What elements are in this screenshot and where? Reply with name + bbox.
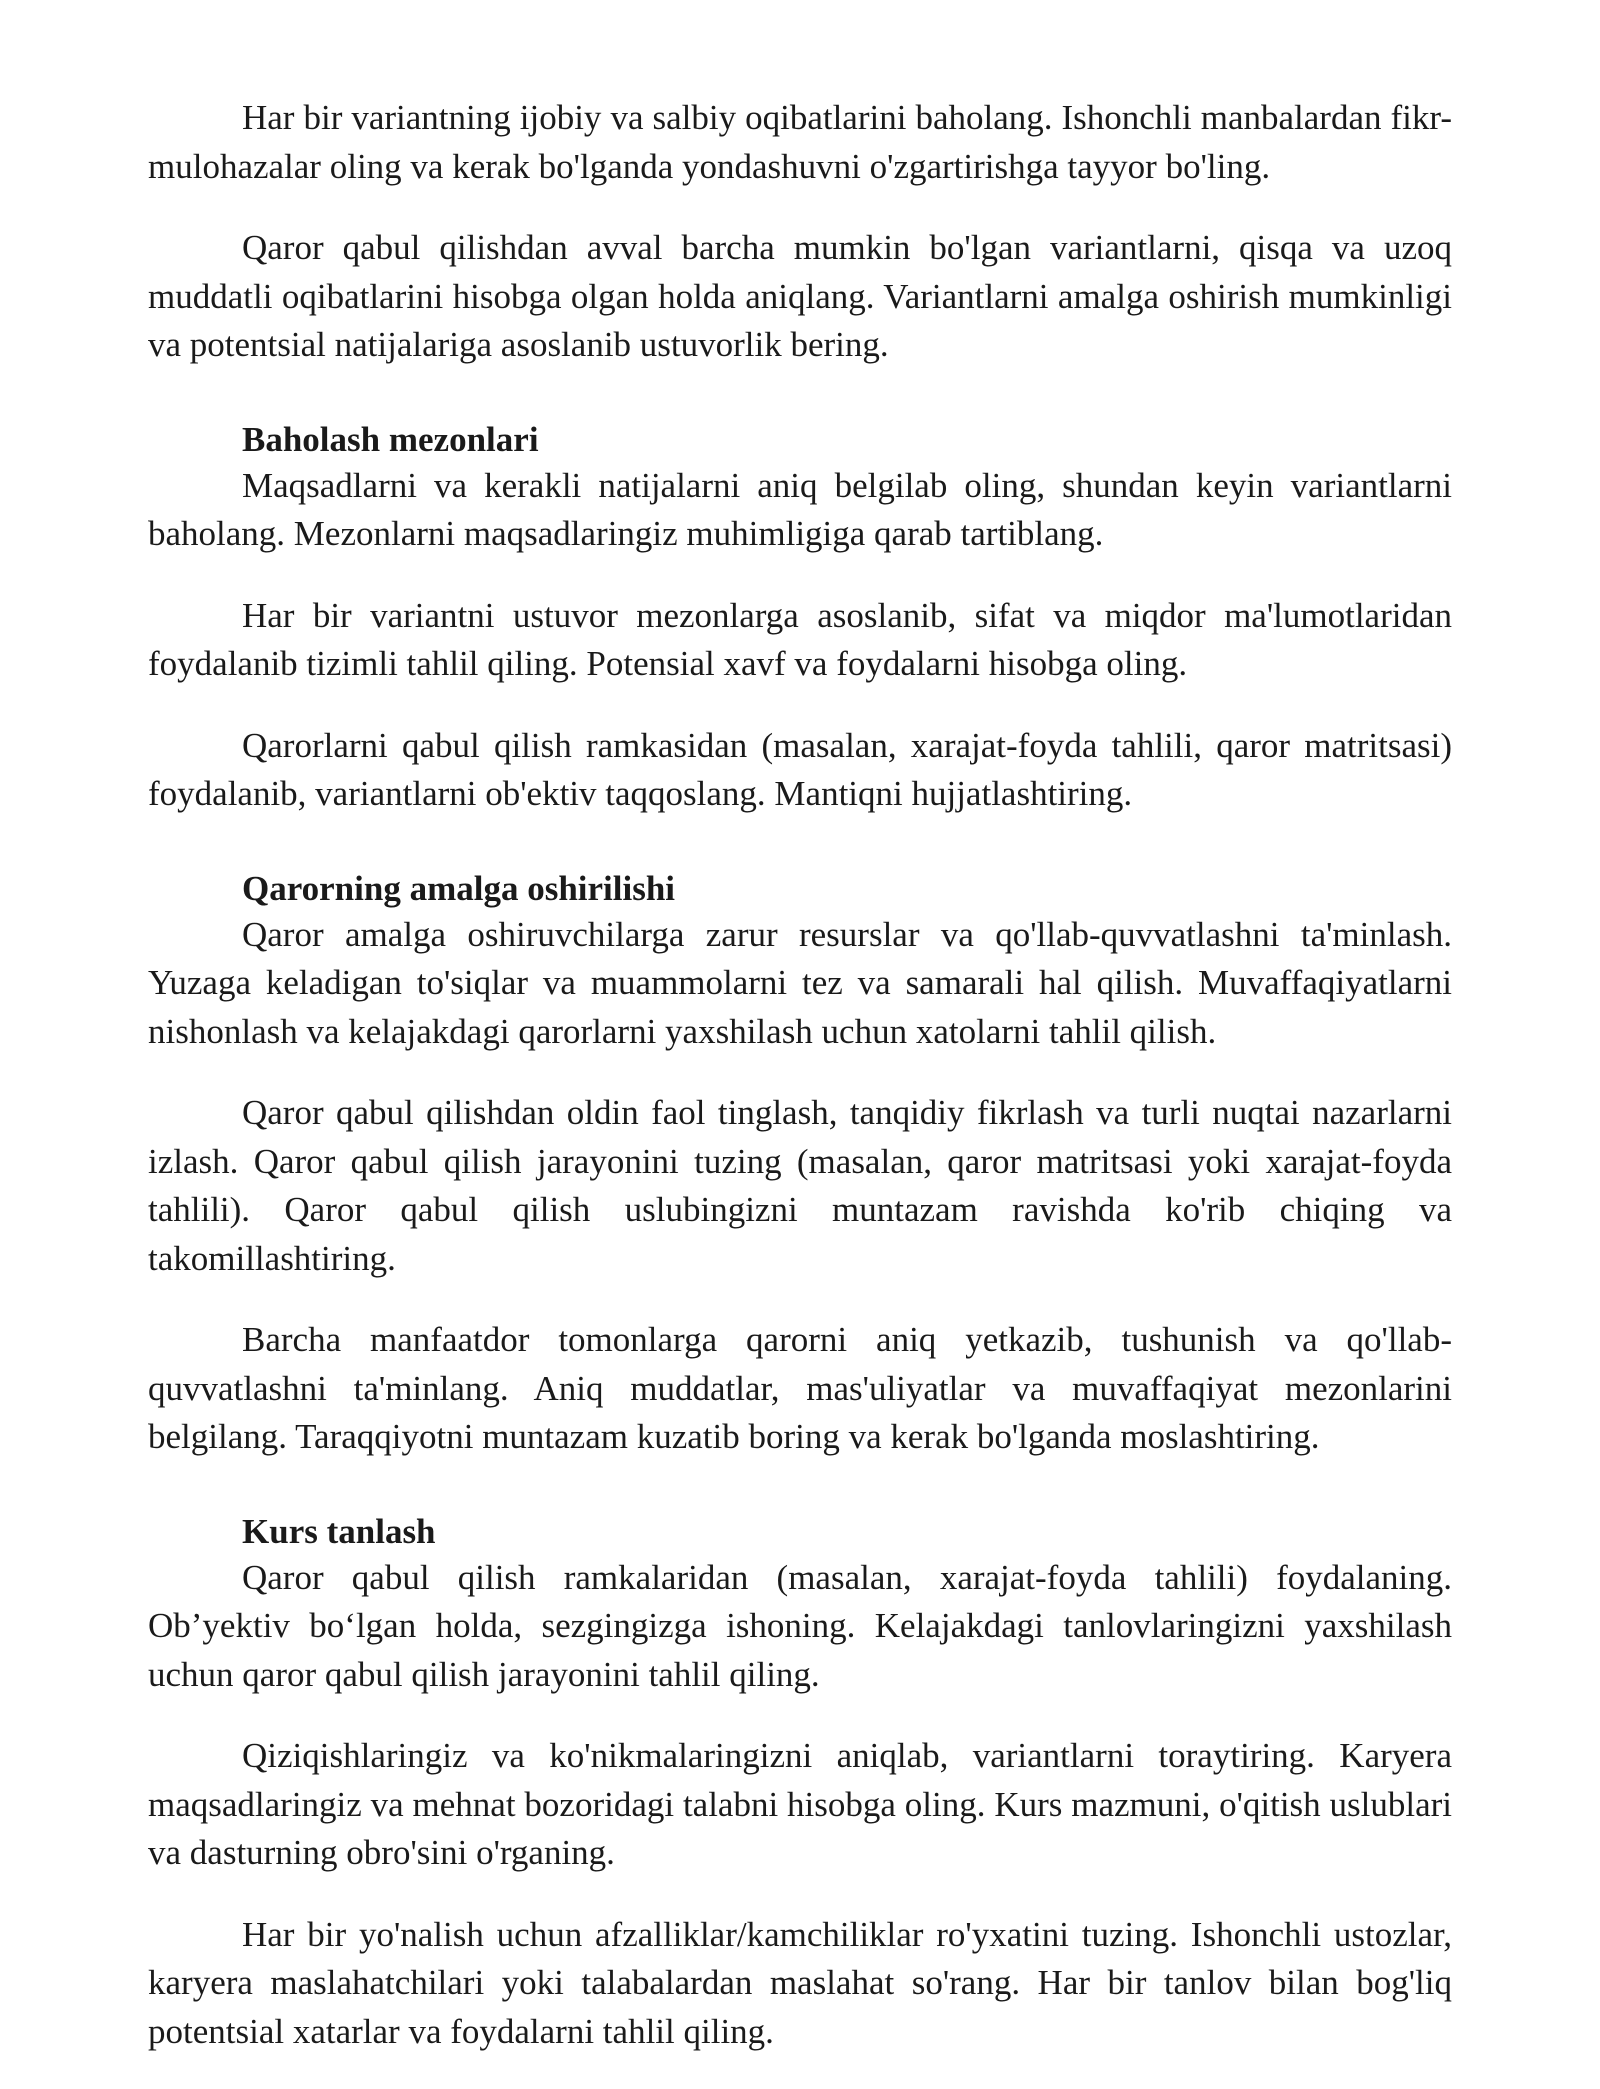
section-1-paragraph-2: Har bir variantni ustuvor mezonlarga asoslanib, sifat va miqdor ma'lumotlaridan foydalanib tizimli tahlil qiling. Potensial xavf va foydalarni hisobga oling.: [148, 595, 1452, 683]
section-heading-kurs-tanlash: Kurs tanlash: [242, 1511, 436, 1551]
intro-paragraph-1: Har bir variantning ijobiy va salbiy oqibatlarini baholang. Ishonchli manbalardan fikr-mulohazalar oling va kerak bo'lganda yondashuvni o'zgartirishga tayyor bo'ling.: [148, 98, 1452, 186]
section-2-paragraph-3: Barcha manfaatdor tomonlarga qarorni aniq yetkazib, tushunish va qo'llab-quvvatlashni ta'minlang. Aniq muddatlar, mas'uliyatlar va muvaffaqiyat mezonlarini belgilang. Taraqqiyotni muntazam kuzatib boring va kerak bo'lganda moslashtiring.: [148, 1320, 1452, 1456]
section-heading-qarorning-amalga-oshirilishi: Qarorning amalga oshirilishi: [242, 868, 676, 908]
section-heading-baholash-mezonlari: Baholash mezonlari: [242, 419, 539, 459]
section-3-paragraph-3: Har bir yo'nalish uchun afzalliklar/kamchiliklar ro'yxatini tuzing. Ishonchli ustozlar, karyera maslahatchilari yoki talabalardan maslahat so'rang. Har bir tanlov bilan bog'liq potentsial xatarlar va foydalarni tahlil qiling.: [148, 1914, 1452, 2051]
section-2-paragraph-1: Qaror amalga oshiruvchilarga zarur resurslar va qo'llab-quvvatlashni ta'minlash. Yuzaga keladigan to'siqlar va muammolarni tez va samarali hal qilish. Muvaffaqiyatlarni nishonlash va kelajakdagi qarorlarni yaxshilash uchun xatolarni tahlil qilish.: [148, 914, 1452, 1051]
document-body: [148, 94, 1452, 2089]
section-1-paragraph-3: Qarorlarni qabul qilish ramkasidan (masalan, xarajat-foyda tahlili, qaror matritsasi) foydalanib, variantlarni ob'ektiv taqqoslang. Mantiqni hujjatlashtiring.: [148, 725, 1452, 813]
section-3-paragraph-2: Qiziqishlaringiz va ko'nikmalaringizni aniqlab, variantlarni toraytiring. Karyera maqsadlaringiz va mehnat bozoridagi talabni hisobga oling. Kurs mazmuni, o'qitish uslublari va dasturning obro'sini o'rganing.: [148, 1736, 1452, 1872]
intro-paragraph-2: Qaror qabul qilishdan avval barcha mumkin bo'lgan variantlarni, qisqa va uzoq muddatli oqibatlarini hisobga olgan holda aniqlang. Variantlarni amalga oshirish mumkinligi va potentsial natijalariga asoslanib ustuvorlik bering.: [148, 228, 1452, 364]
section-1-paragraph-1: Maqsadlarni va kerakli natijalarni aniq belgilab oling, shundan keyin variantlarni baholang. Mezonlarni maqsadlaringiz muhimligiga qarab tartiblang.: [148, 465, 1452, 553]
section-3-paragraph-1: Qaror qabul qilish ramkalaridan (masalan, xarajat-foyda tahlili) foydalaning. Ob’yektiv bo‘lgan holda, sezgingizga ishoning. Kelajakdagi tanlovlaringizni yaxshilash uchun qaror qabul qilish jarayonini tahlil qiling.: [148, 1557, 1452, 1694]
section-2-paragraph-2: Qaror qabul qilishdan oldin faol tinglash, tanqidiy fikrlash va turli nuqtai nazarlarni izlash. Qaror qabul qilish jarayonini tuzing (masalan, qaror matritsasi yoki xarajat-foyda tahlili). Qaror qabul qilish uslubingizni muntazam ravishda ko'rib chiqing va takomillashtiring.: [148, 1093, 1452, 1278]
